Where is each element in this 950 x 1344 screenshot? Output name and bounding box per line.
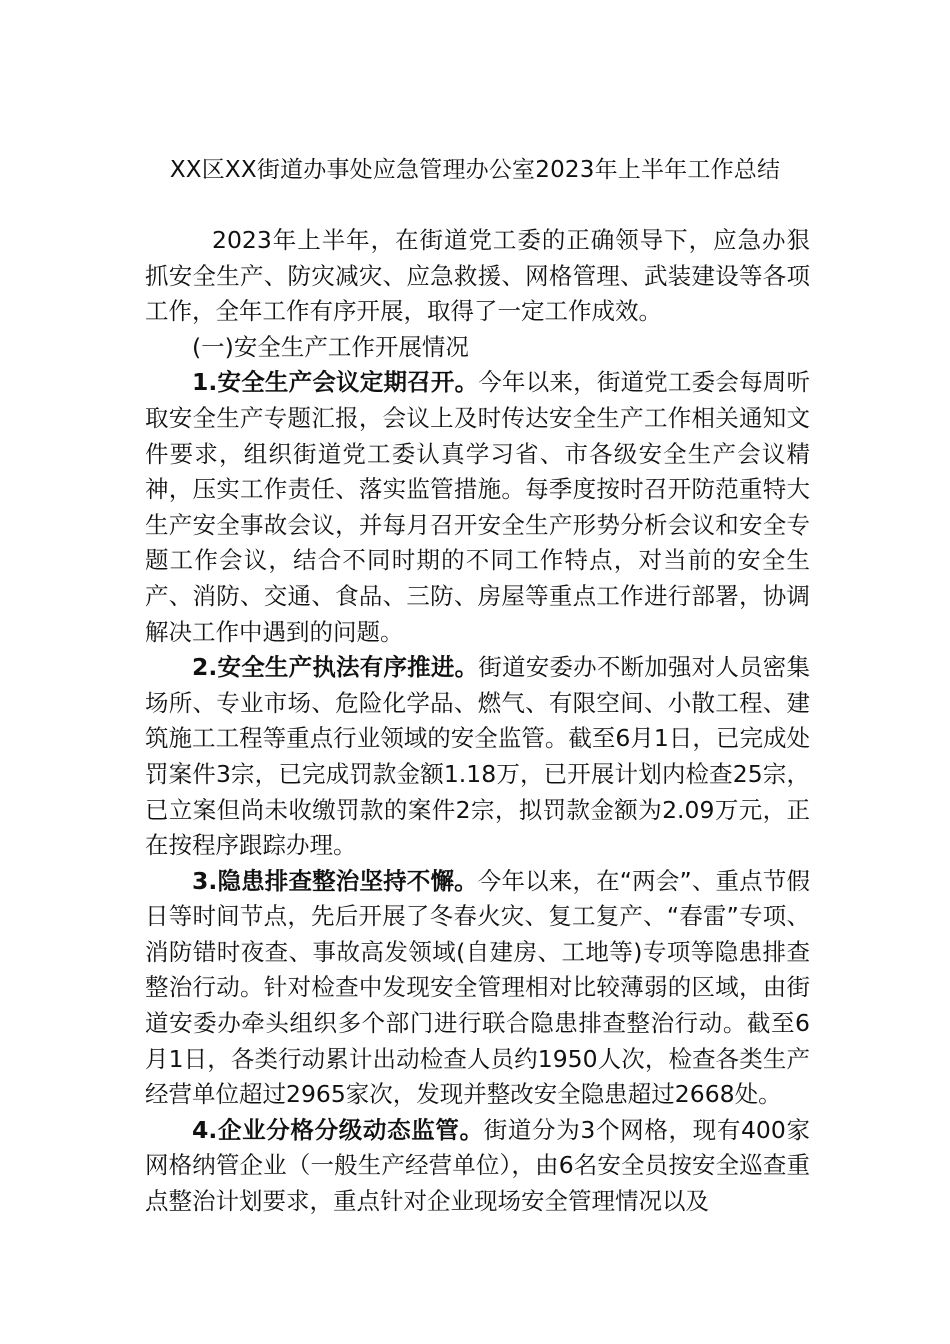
item-text: 街道分为3个网格，现有400家网格纳管企业（一般生产经营单位），由6名安全员按安全巡查重点整治计划要求，重点针对企业现场安全管理情况以及 [145, 1115, 810, 1216]
item-text: 今年以来，街道党工委会每周听取安全生产专题汇报，会议上及时传达安全生产工作相关通知文件要求，组织街道党工委认真学习省、市各级安全生产会议精神，压实工作责任、落实监管措施。每季度按时召开防范重特大生产安全事故会议，并每月召开安全生产形势分析会议和安全专题工作会议，结合不同时期的不同工作特点，对当前的安全生产、消防、交通、食品、三防、房屋等重点工作进行部署，协调解决工作中遇到的问题。 [145, 368, 811, 646]
item-heading: 1.安全生产会议定期召开。 [192, 368, 479, 397]
item-heading: 3.隐患排查整治坚持不懈。 [192, 866, 478, 895]
item-paragraph-4 [145, 1113, 810, 1220]
item-heading: 2.安全生产执法有序推进。 [192, 653, 479, 682]
intro-paragraph: 2023年上半年，在街道党工委的正确领导下，应急办狠抓安全生产、防灾减灾、应急救援、网格管理、武装建设等各项工作，全年工作有序开展，取得了一定工作成效。 [145, 226, 810, 326]
item-paragraph-2 [145, 650, 810, 864]
item-paragraph-3 [145, 864, 810, 1113]
item-text: 街道安委办不断加强对人员密集场所、专业市场、危险化学品、燃气、有限空间、小散工程、建筑施工工程等重点行业领域的安全监管。截至6月1日，已完成处罚案件3宗，已完成罚款金额1.18万，已开展计划内检查25宗，已立案但尚未收缴罚款的案件2宗，拟罚款金额为2.09万元，正在按程序跟踪办理。 [145, 653, 811, 860]
document-title: XX区XX街道办事处应急管理办公室2023年上半年工作总结 [169, 157, 781, 183]
document-body [145, 223, 810, 1220]
section-heading: (一)安全生产工作开展情况 [192, 332, 469, 361]
item-paragraph-1 [145, 365, 810, 650]
item-text: 今年以来，在“两会”、重点节假日等时间节点，先后开展了冬春火灾、复工复产、“春雷”专项、消防错时夜查、事故高发领域(自建房、工地等)专项等隐患排查整治行动。针对检查中发现安全管理相对比较薄弱的区域，由街道安委办牵头组织多个部门进行联合隐患排查整治行动。截至6月1日，各类行动累计出动检查人员约1950人次，检查各类生产经营单位超过2965家次，发现并整改安全隐患超过2668处。 [145, 866, 810, 1109]
item-heading: 4.企业分格分级动态监管。 [192, 1115, 484, 1144]
